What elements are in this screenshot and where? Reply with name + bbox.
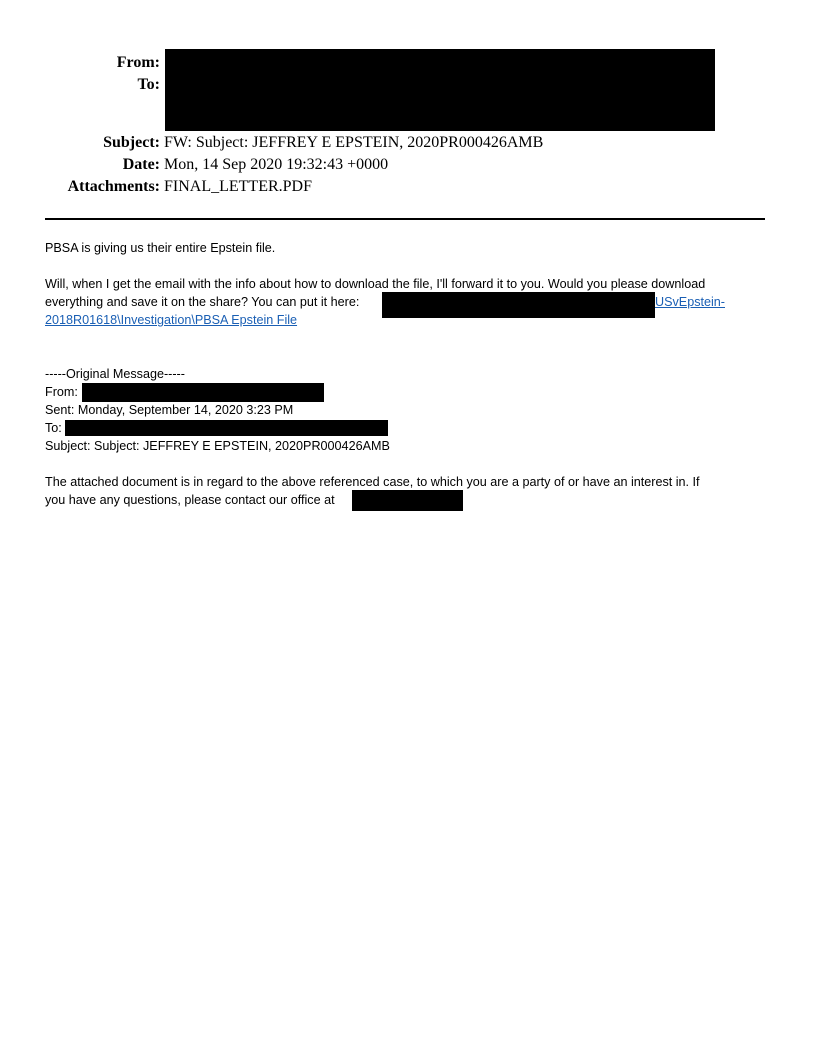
subject-value: FW: Subject: JEFFREY E EPSTEIN, 2020PR000426AMB bbox=[164, 134, 544, 151]
original-subject: Subject: Subject: JEFFREY E EPSTEIN, 2020PR000426AMB bbox=[45, 439, 390, 453]
attachments-value: FINAL_LETTER.PDF bbox=[164, 178, 312, 195]
date-row bbox=[0, 154, 816, 176]
date-label: Date: bbox=[122, 156, 160, 173]
header-divider bbox=[45, 218, 765, 220]
redaction-original-to bbox=[65, 420, 388, 436]
share-link-part1-wrap bbox=[655, 293, 775, 311]
original-to-label: To: bbox=[45, 421, 62, 435]
subject-label: Subject: bbox=[103, 134, 160, 151]
attachments-row bbox=[0, 176, 816, 198]
original-separator: -----Original Message----- bbox=[45, 367, 185, 381]
share-link-part2[interactable]: 2018R01618\Investigation\PBSA Epstein File bbox=[45, 313, 298, 327]
body-line-1: PBSA is giving us their entire Epstein file. bbox=[45, 241, 276, 255]
original-para-line1: The attached document is in regard to the above referenced case, to which you are a party of or have an interest in. If bbox=[45, 475, 700, 489]
body-para2-line1: Will, when I get the email with the info about how to download the file, I'll forward it to you. Would you please download bbox=[45, 277, 706, 291]
share-link-line2 bbox=[45, 311, 775, 329]
from-label: From: bbox=[116, 54, 160, 71]
subject-row bbox=[0, 132, 816, 154]
date-value: Mon, 14 Sep 2020 19:32:43 +0000 bbox=[164, 156, 389, 173]
body-para2-text: everything and save it on the share? You can put it here: bbox=[45, 295, 360, 309]
original-para-line2: you have any questions, please contact our office at bbox=[45, 493, 335, 507]
redaction-original-from bbox=[82, 383, 324, 402]
redaction-from-to bbox=[165, 49, 715, 131]
attachments-label: Attachments: bbox=[67, 178, 160, 195]
share-link-part1[interactable]: USvEpstein- bbox=[655, 295, 725, 309]
redaction-office-phone bbox=[352, 490, 463, 511]
to-label: To: bbox=[137, 76, 160, 93]
original-sent: Sent: Monday, September 14, 2020 3:23 PM bbox=[45, 403, 294, 417]
original-from-label: From: bbox=[45, 385, 78, 399]
